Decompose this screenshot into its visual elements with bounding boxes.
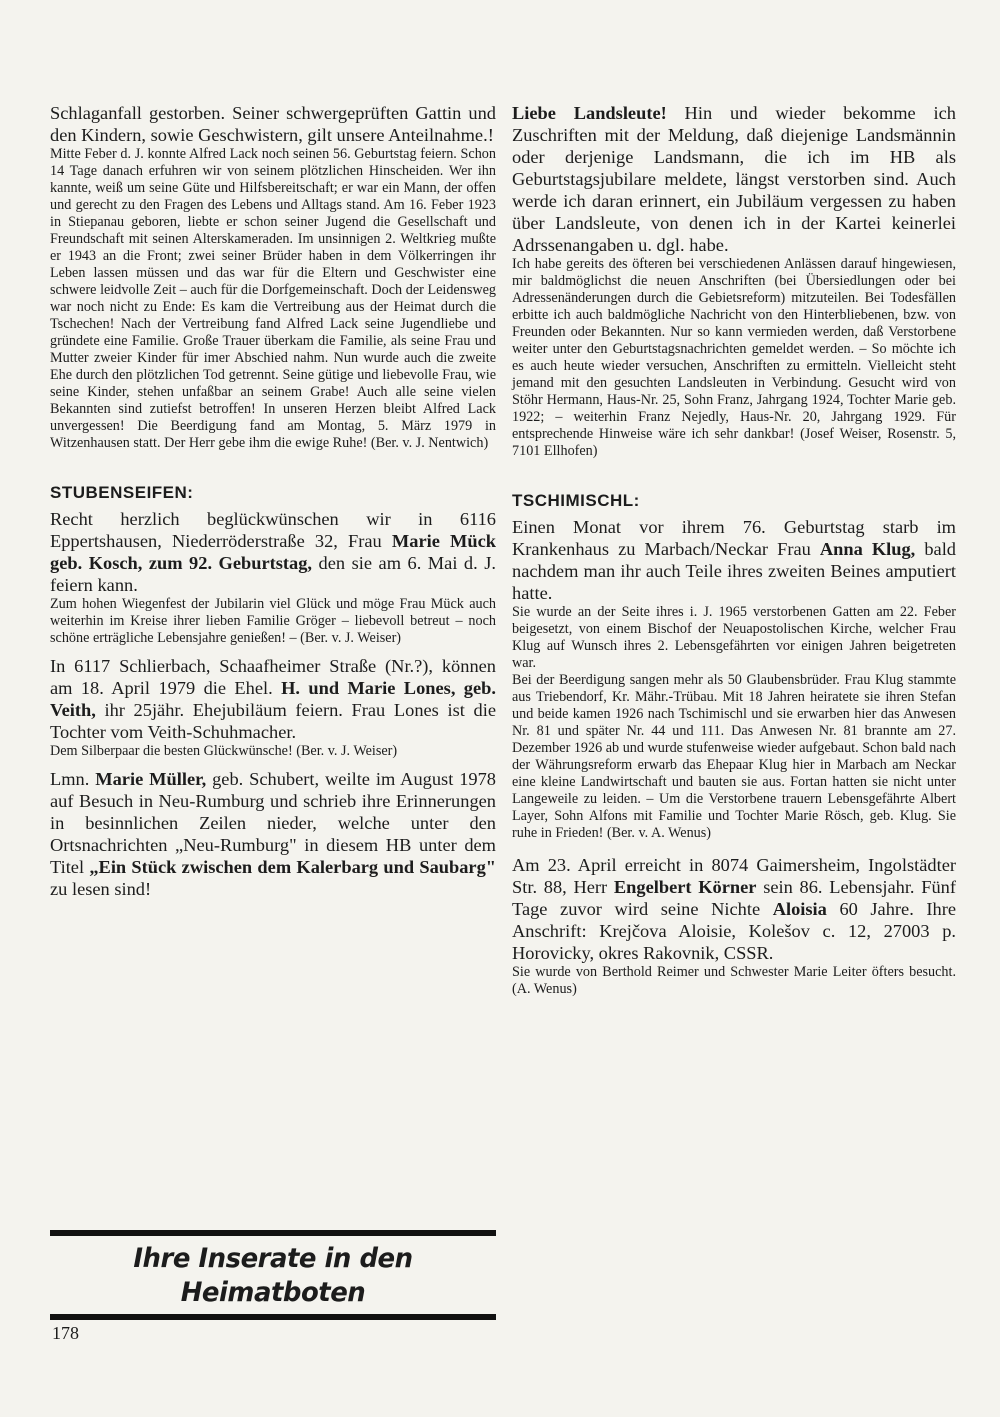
advertising-banner <box>50 1230 496 1320</box>
appeal-intro: Liebe Landsleute! Hin und wieder bekomme ich Zuschriften mit der Meldung, daß diejenige Landsmännin oder derjenige Landsmann, die ich im HB als Geburtstagsjubilare meldete, längst verstorben sind. Auch werde ich daran erinnert, ein Jubiläum vergessen zu haben über Landsleute, von denen ich in der Kartei keinerlei Adrssenangaben u. dgl. habe. <box>512 103 956 255</box>
obituary-klug-body: Bei der Beerdigung sangen mehr als 50 Glaubensbrüder. Frau Klug stammte aus Triebendorf, Kr. Mähr.-Trübau. Mit 18 Jahren heiratete sie ihren Stefan und beide kamen 1926 nach Tschimischl und sie erwarben hier das Anwesen Nr. 81 und später Nr. 44 und 111. Das Anwesen Nr. 81 brannte am 27. Dezember 1926 ab und wurde stufenweise wieder aufgebaut. Schon bald nach der Währungsreform erwarb das Ehepaar Klug hier in Marbach am Neckar eine kleine Landwirtschaft und bauten sie aus. Fortan hatten sie nicht unter Langeweile zu leiden. – Um die Verstorbene trauern Lebensgefährte Albert Layer, Sohn Alfons mit Familie und Tochter Marie Rösch, geb. Klug. Sie ruhe in Frieden! (Ber. v. A. Wenus) <box>512 672 956 841</box>
obituary-klug-burial: Sie wurde an der Seite ihres i. J. 1965 verstorbenen Gatten am 22. Feber beigesetzt, von einem Bischof der Neuapostolischen Kirche, welcher Frau Klug auf Wunsch ihres 2. Lebensgefährten vor einigen Jahren beigetreten war. <box>512 604 956 671</box>
obituary-klug-intro: Einen Monat vor ihrem 76. Geburtstag starb im Krankenhaus zu Marbach/Neckar Frau Anna Klug, bald nachdem man ihr auch Teile ihres zweiten Beines amputiert hatte. <box>512 517 956 603</box>
heading-tschimischl: TSCHIMISCHL: <box>512 491 640 510</box>
page-number: 178 <box>52 1323 79 1343</box>
banner-rule-top <box>50 1230 496 1236</box>
right-column <box>512 102 956 998</box>
anniversary-lones-wishes: Dem Silberpaar die besten Glückwünsche! (Ber. v. J. Weiser) <box>50 743 398 759</box>
banner-rule-bottom <box>50 1314 496 1320</box>
appeal-body: Ich habe gereits des öfteren bei verschiedenen Anlässen darauf hingewiesen, mir baldmöglichst die neuen Anschriften (bei Übersiedlungen oder bei Adressenänderungen durch die Gebietsreform) mitzuteilen. Bei Todesfällen erbitte ich auch baldmögliche Nachricht von den Hinterbliebenen, bzw. von Freunden oder Bekannten. Nur so kann vermieden werden, daß Verstorbene weiter unter den Geburtstagsnachrichten gemeldet werden. – So möchte ich es auch heute wieder versuchen, Anschriften zu ermitteln. Vielleicht steht jemand mit den gesuchten Landsleuten in Verbindung. Gesucht wird von Stöhr Hermann, Haus-Nr. 25, Sohn Franz, Jahrgang 1924, Tochter Marie geb. 1922; – weiterhin Franz Nejedly, Haus-Nr. 20, Jahrgang 1929. Für entsprechende Hinweise wäre ich sehr dankbar! (Josef Weiser, Rosenstr. 5, 7101 Ellhofen) <box>512 256 956 459</box>
banner-title: Ihre Inserate in den Heimatboten <box>133 1243 413 1308</box>
birthday-mueck: Recht herzlich beglückwünschen wir in 6116 Eppertshausen, Niederröderstraße 32, Frau Marie Mück geb. Kosch, zum 92. Geburtstag, den sie am 6. Mai d. J. feiern kann. <box>50 509 497 595</box>
birthday-mueck-wishes: Zum hohen Wiegenfest der Jubilarin viel Glück und möge Frau Mück auch weiterhin im Kreise ihrer lieben Familie Gröger – liebevoll betreut – noch schöne erträgliche Lebensjahre genießen! – (Ber. v. J. Weiser) <box>50 596 496 646</box>
obituary-lack-intro: Schlaganfall gestorben. Seiner schwergeprüften Gattin und den Kindern, sowie Geschwistern, gilt unsere Anteilnahme.! <box>50 103 496 145</box>
birthday-koerner: Am 23. April erreicht in 8074 Gaimersheim, Ingolstädter Str. 88, Herr Engelbert Körner sein 86. Lebensjahr. Fünf Tage zuvor wird seine Nichte Aloisia 60 Jahre. Ihre Anschrift: Krejčova Aloisie, Kolešov c. 12, 27003 p. Horovicky, okres Rakovnik, CSSR. <box>512 855 956 963</box>
note-marie-mueller: Lmn. Marie Müller, geb. Schubert, weilte im August 1978 auf Besuch in Neu-Rumburg und schrieb ihre Erinnerungen in besinnlichen Zeilen nieder, welche unter den Ortsnachrichten „Neu-Rumburg" in diesem HB unter dem Titel „Ein Stück zwischen dem Kalerbarg und Saubarg" zu lesen sind! <box>50 769 496 899</box>
heading-stubenseifen: STUBENSEIFEN: <box>50 483 194 502</box>
left-column <box>50 102 496 900</box>
obituary-lack-body: Mitte Feber d. J. konnte Alfred Lack noch seinen 56. Geburtstag feiern. Schon 14 Tage danach erfuhren wir von seinem plötzlichen Hinscheiden. Wer ihn kannte, weiß um seine Güte und Hilfsbereitschaft; er war ein Mann, der offen und gerecht zu den Fragen des Lebens und Alltags stand. Am 16. Feber 1923 in Stiepanau geboren, liebte er schon seiner Jugend die Gesellschaft und Freundschaft mit seinen Alterskameraden. Im unsinnigen 2. Weltkrieg mußte er 1943 an die Front; zwei seiner Brüder haben in dem Völkerringen ihr Leben lassen müssen und das war für die Eltern und Geschwister eine schwere leidvolle Zeit – auch für die Dorfgemeinschaft. Doch der Leidensweg war noch nicht zu Ende: Es kam die Vertreibung aus der Heimat durch die Tschechen! Nach der Vertreibung fand Alfred Lack seine Jugendliebe und gründete eine Familie. Große Trauer überkam die Familie, als seine Frau und Mutter zweier Kinder für imer Abschied nahm. Nun wurde auch die zweite Ehe durch den plötzlichen Tod getrennt. Seine gütige und liebevolle Frau, wie seine Kinder, stehen unfaßbar an seinem Grabe! Auch alle seine vielen Bekannten sind zutiefst betroffen! In unseren Herzen bleibt Alfred Lack unvergessen! Die Beerdigung fand am Montag, 5. März 1979 in Witzenhausen statt. Der Herr gebe ihm die ewige Ruhe! (Ber. v. J. Nentwich) <box>50 146 496 451</box>
birthday-koerner-note: Sie wurde von Berthold Reimer und Schwester Marie Leiter öfters besucht. (A. Wenus) <box>512 964 956 997</box>
anniversary-lones: In 6117 Schlierbach, Schaafheimer Straße (Nr.?), können am 18. April 1979 die Ehel. H. und Marie Lones, geb. Veith, ihr 25jähr. Ehejubiläum feiern. Frau Lones ist die Tochter vom Veith-Schuhmacher. <box>50 656 496 742</box>
